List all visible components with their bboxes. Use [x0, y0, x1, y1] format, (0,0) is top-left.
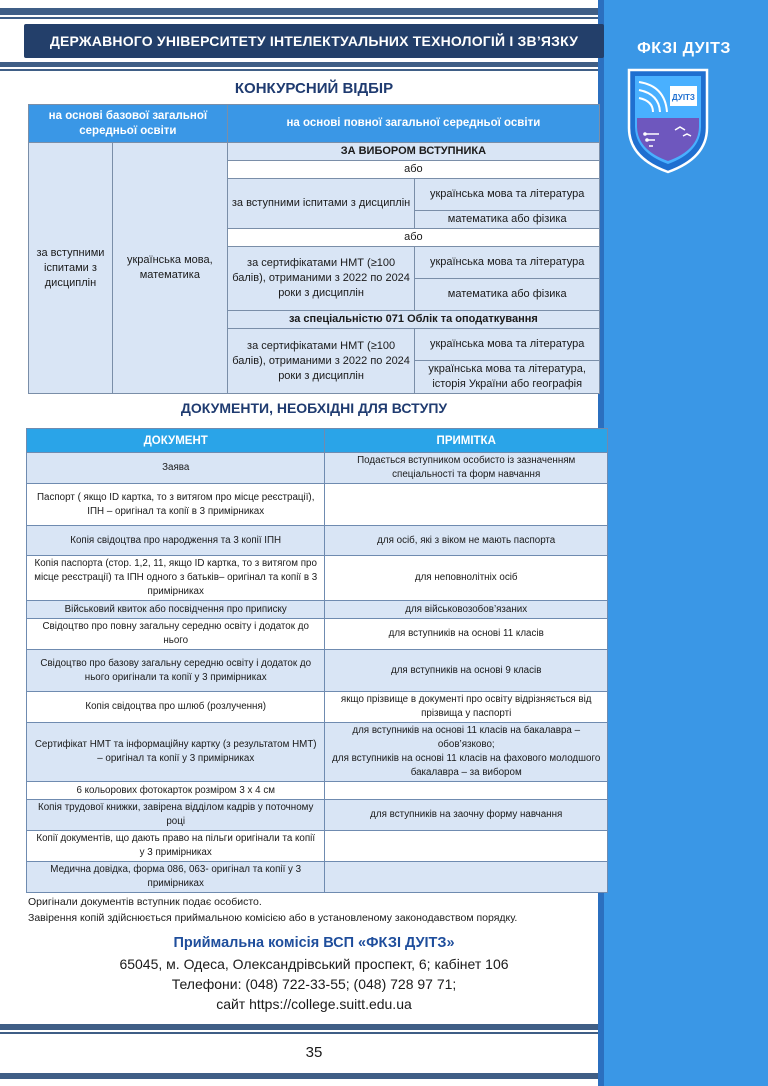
header-banner: [24, 24, 604, 58]
specialty-label: за спеціальністю 071 Облік та оподаткування: [227, 311, 599, 329]
table-row-doc: Копія свідоцтва про шлюб (розлучення): [27, 692, 325, 723]
table-row-note: для військовозобов’язаних: [325, 601, 608, 619]
basic-exams-cell: за вступними іспитами з дисциплін: [29, 143, 113, 394]
nmt2-subject-1: українська мова та література: [415, 329, 600, 361]
table-row-note: [325, 782, 608, 800]
table-row-note: для вступників на основі 9 класів: [325, 650, 608, 692]
note-line: для вступників на основі 11 класів на бакалавра – обов’язково;: [352, 725, 581, 750]
note-copies: Завірення копій здійснюється приймальною комісією або в установленому законодавством порядку.: [28, 912, 518, 924]
notes-block: [28, 894, 598, 926]
table-row-note: [325, 484, 608, 526]
address: 65045, м. Одеса, Олександрівський проспект, 6; кабінет 106: [119, 956, 509, 972]
table-row-doc: Медична довідка, форма 086, 063- оригінал та копії у 3 примірниках: [27, 862, 325, 893]
emblem-text: ДУІТЗ: [672, 93, 695, 102]
table-row-note: якщо прізвище в документі про освіту відрізняється від прізвища у паспорті: [325, 692, 608, 723]
table-row-doc: Копія свідоцтва про народження та 3 копії ІПН: [27, 526, 325, 556]
or-label: або: [227, 161, 599, 179]
top-stripe: [0, 8, 598, 15]
table-row-note: для вступників на заочну форму навчання: [325, 800, 608, 831]
nmt-label: за сертифікатами НМТ (≥100 балів), отриманими з 2022 по 2024 роки з дисциплін: [227, 247, 415, 311]
header-stripe-thin: [0, 69, 598, 71]
exams-subject-1: українська мова та література: [415, 179, 600, 211]
table-row-note: для осіб, які з віком не мають паспорта: [325, 526, 608, 556]
col-basic-header: на основі базової загальної середньої освіти: [29, 105, 228, 143]
table-row-doc: Свідоцтво про повну загальну середню освіту і додаток до нього: [27, 619, 325, 650]
table-row-note: для неповнолітніх осіб: [325, 556, 608, 601]
footer-stripe-thin: [0, 1032, 598, 1034]
table-row-note: [325, 831, 608, 862]
col-full-header: на основі повної загальної середньої освіти: [227, 105, 599, 143]
top-stripe-thin: [0, 17, 598, 19]
footer-stripe: [0, 1024, 598, 1030]
table-row-doc: 6 кольорових фотокарток розміром 3 х 4 см: [27, 782, 325, 800]
table-row-doc: Заява: [27, 453, 325, 484]
exams-label: за вступними іспитами з дисциплін: [227, 179, 415, 229]
table-row-note: для вступників на основі 11 класів: [325, 619, 608, 650]
table-row-doc: Копія паспорта (стор. 1,2, 11, якщо ID картка, то з витягом про місце реєстрації) та ІПН одного з батьків– оригінал та копії в 3 примірниках: [27, 556, 325, 601]
nmt2-label: за сертифікатами НМТ (≥100 балів), отриманими з 2022 по 2024 роки з дисциплін: [227, 329, 415, 394]
competition-table: [28, 104, 600, 394]
college-abbreviation: ФКЗІ ДУІТЗ: [637, 40, 731, 57]
bottom-stripe: [0, 1073, 598, 1079]
table-row-doc: Сертифікат НМТ та інформаційну картку (з результатом НМТ) – оригінал та копії у 3 примірниках: [27, 723, 325, 782]
website-link[interactable]: сайт https://college.suitt.edu.ua: [216, 996, 412, 1012]
table-row-doc: Копії документів, що дають право на пільги оригінали та копії у 3 примірниках: [27, 831, 325, 862]
college-emblem-icon: [625, 66, 711, 176]
table-row-doc: Паспорт ( якщо ID картка, то з витягом про місце реєстрації), ІПН – оригінал та копії в 3 примірниках: [27, 484, 325, 526]
nmt-subject-2: математика або фізика: [415, 279, 600, 311]
page-number: 35: [305, 1044, 323, 1061]
admission-committee-title: Приймальна комісія ВСП «ФКЗІ ДУІТЗ»: [173, 935, 455, 951]
table-row-note: [325, 723, 608, 782]
university-name: ДЕРЖАВНОГО УНІВЕРСИТЕТУ ІНТЕЛЕКТУАЛЬНИХ ТЕХНОЛОГІЙ І ЗВ’ЯЗКУ: [49, 33, 579, 49]
competition-title: КОНКУРСНИЙ ВІДБІР: [234, 80, 394, 97]
basic-subjects-cell: українська мова, математика: [112, 143, 227, 394]
choice-label: ЗА ВИБОРОМ ВСТУПНИКА: [227, 143, 599, 161]
phones: Телефони: (048) 722-33-55; (048) 728 97 71;: [171, 976, 457, 992]
note-originals: Оригінали документів вступник подає особисто.: [28, 896, 262, 908]
documents-table: [26, 428, 608, 893]
nmt-subject-1: українська мова та література: [415, 247, 600, 279]
table-row-doc: Військовий квиток або посвідчення про приписку: [27, 601, 325, 619]
col-document-header: ДОКУМЕНТ: [27, 429, 325, 453]
nmt2-subject-2: українська мова та література, історія України або географія: [415, 361, 600, 394]
note-line: для вступників на основі 11 класів на фахового молодшого бакалавра – за вибором: [332, 753, 601, 778]
table-row-doc: Свідоцтво про базову загальну середню освіту і додаток до нього оригінали та копії у 3 примірниках: [27, 650, 325, 692]
documents-title: ДОКУМЕНТИ, НЕОБХІДНІ ДЛЯ ВСТУПУ: [180, 400, 448, 416]
or-label: або: [227, 229, 599, 247]
exams-subject-2: математика або фізика: [415, 211, 600, 229]
col-note-header: ПРИМІТКА: [325, 429, 608, 453]
table-row-note: [325, 862, 608, 893]
table-row-note: Подається вступником особисто із зазначенням спеціальності та форм навчання: [325, 453, 608, 484]
contact-block: [24, 932, 604, 1014]
table-row-doc: Копія трудової книжки, завірена відділом кадрів у поточному році: [27, 800, 325, 831]
header-stripe: [0, 62, 598, 67]
